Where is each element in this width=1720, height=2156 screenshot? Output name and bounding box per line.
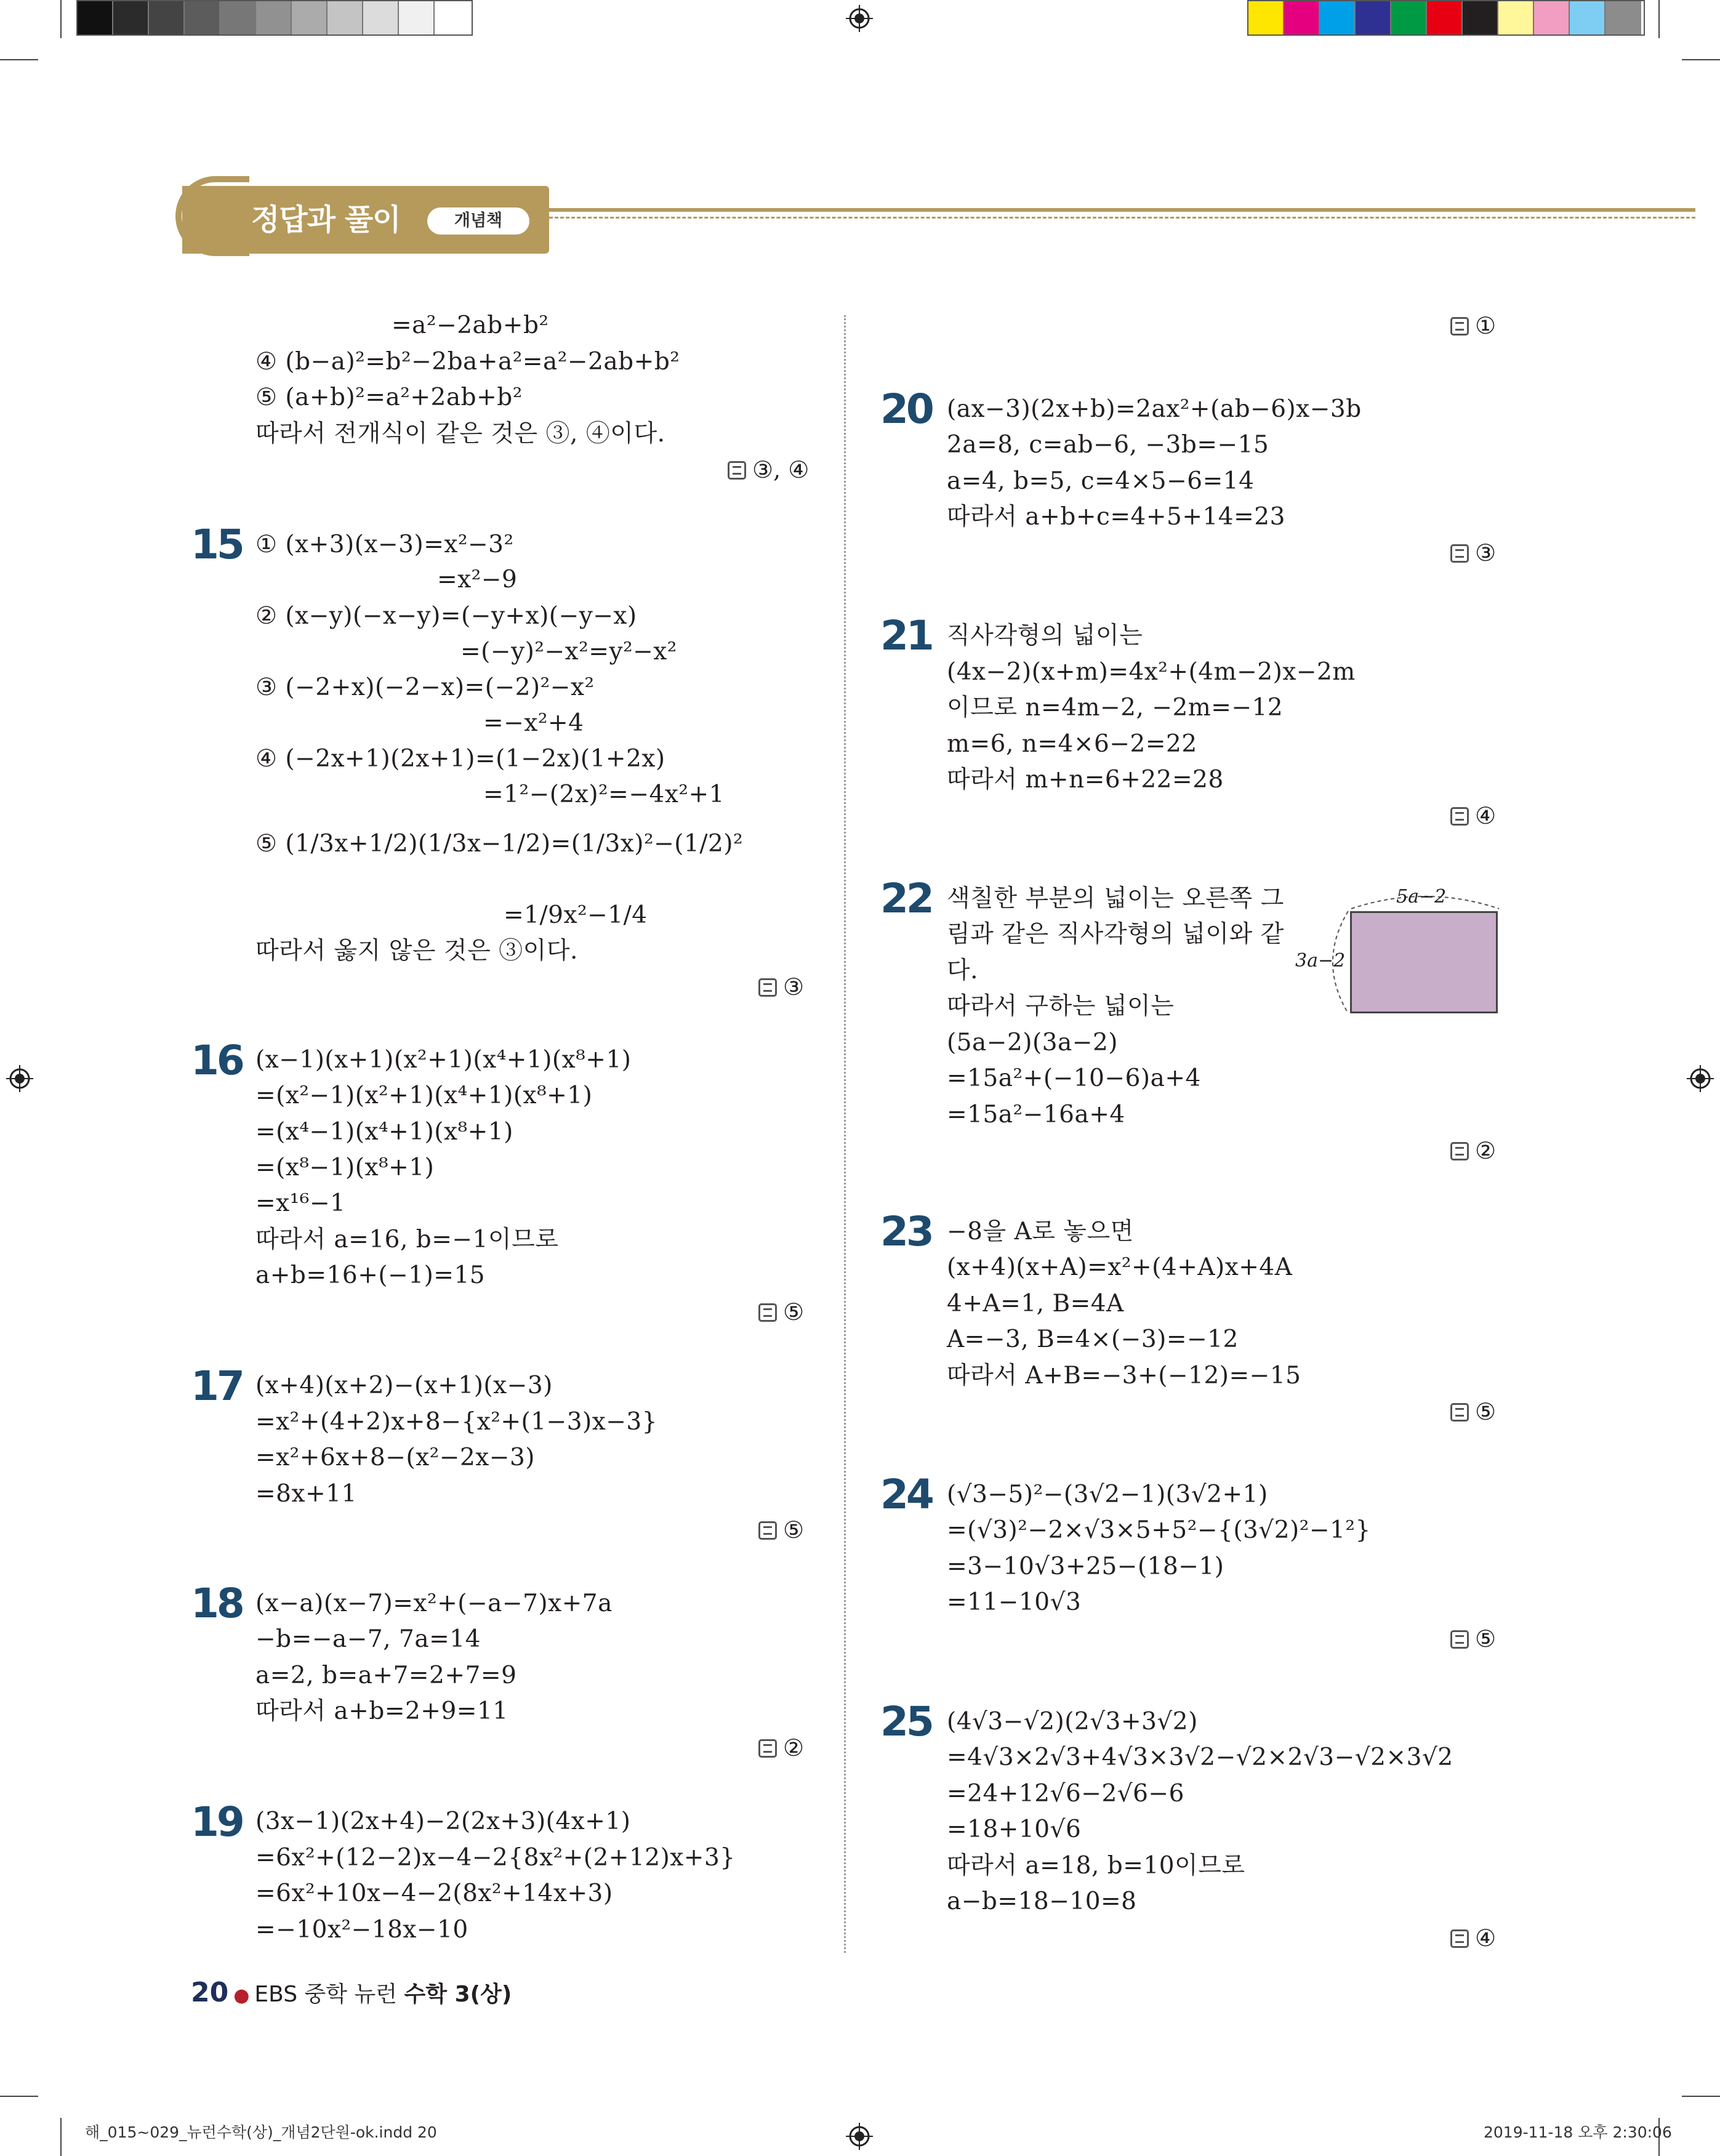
problem-number: 15 — [191, 521, 243, 568]
answer — [728, 454, 809, 485]
problem-number: 24 — [880, 1471, 932, 1518]
slug-timestamp: 2019-11-18 오후 2:30:06 — [1484, 2123, 1672, 2141]
solution-line: 직사각형의 넓이는 — [947, 622, 1143, 650]
solution-line: m=6, n=4×6−2=22 — [947, 730, 1197, 758]
crop-mark — [0, 59, 38, 60]
answer-value: ② — [783, 1734, 805, 1761]
solution-line: (x−a)(x−7)=x²+(−a−7)x+7a — [255, 1590, 613, 1617]
problem-number: 20 — [880, 385, 932, 433]
page-number: 20 — [191, 1977, 229, 2008]
solution-line: =3−10√3+25−(18−1) — [947, 1553, 1224, 1580]
footer-publisher: EBS 중학 뉴런 — [254, 1982, 398, 2007]
figure-height-label: 3a−2 — [1295, 950, 1346, 971]
solution-line: ③ (−2+x)(−2−x)=(−2)²−x² — [255, 674, 595, 701]
solution-line: =(√3)²−2×√3×5+5²−{(3√2)²−1²} — [947, 1516, 1371, 1544]
solution-line: 2a=8, c=ab−6, −3b=−15 — [947, 431, 1269, 459]
crop-mark — [60, 2118, 62, 2156]
solution-line: =1/9x²−1/4 — [504, 901, 648, 929]
solution-line: 따라서 a+b+c=4+5+14=23 — [947, 503, 1285, 531]
page-footer — [191, 1977, 512, 2011]
solution-line: a+b=16+(−1)=15 — [255, 1261, 486, 1289]
header-chip: 개념책 — [427, 207, 529, 235]
solution-line: =11−10√3 — [947, 1588, 1082, 1616]
answer-value: ⑤ — [1475, 1625, 1497, 1652]
solution-line: (√3−5)²−(3√2−1)(3√2+1) — [947, 1481, 1268, 1508]
solution-line: 다. — [947, 957, 979, 984]
answer — [1450, 1135, 1496, 1166]
solution-line: =(−y)²−x²=y²−x² — [460, 638, 677, 666]
solution-line: ⑤ (a+b)²=a²+2ab+b² — [255, 384, 523, 411]
problem-number: 22 — [880, 875, 932, 922]
crop-mark — [1682, 59, 1720, 60]
solution-line: (3x−1)(2x+4)−2(2x+3)(4x+1) — [255, 1808, 631, 1835]
crop-mark — [1682, 2096, 1720, 2097]
solution-line: =8x+11 — [255, 1480, 357, 1508]
solution-line: 따라서 옳지 않은 것은 ③이다. — [255, 937, 578, 965]
solution-line: =−10x²−18x−10 — [255, 1916, 468, 1944]
solution-line: 4+A=1, B=4A — [947, 1290, 1124, 1317]
solution-line: 따라서 전개식이 같은 것은 ③, ④이다. — [255, 420, 665, 448]
solution-line: =a²−2ab+b² — [392, 312, 549, 339]
problem-number: 18 — [191, 1580, 243, 1627]
answer — [1450, 1396, 1496, 1427]
answer-value: ③ — [1475, 539, 1497, 566]
column-divider — [844, 315, 846, 1953]
solution-line: 따라서 a=18, b=10이므로 — [947, 1852, 1245, 1880]
solution-line: =15a²−16a+4 — [947, 1101, 1125, 1128]
crop-mark — [1658, 0, 1660, 38]
solution-line: =1²−(2x)²=−4x²+1 — [483, 781, 725, 808]
registration-mark-icon — [846, 5, 873, 32]
grayscale-bar — [76, 0, 473, 36]
solution-line: 림과 같은 직사각형의 넓이와 같 — [947, 920, 1284, 948]
solution-line: =(x⁸−1)(x⁸+1) — [255, 1154, 435, 1181]
registration-mark-icon — [6, 1065, 33, 1092]
answer-value: ④ — [1475, 1925, 1497, 1952]
answer-value: ⑤ — [783, 1298, 805, 1325]
solution-line: =15a²+(−10−6)a+4 — [947, 1064, 1201, 1092]
solution-line: (x+4)(x+A)=x²+(4+A)x+4A — [947, 1253, 1293, 1281]
solution-line: 따라서 a+b=2+9=11 — [255, 1697, 508, 1725]
answer-value: ⑤ — [1475, 1398, 1497, 1425]
answer — [1450, 537, 1496, 568]
solution-line: ② (x−y)(−x−y)=(−y+x)(−y−x) — [255, 602, 637, 630]
problem-number: 23 — [880, 1208, 932, 1255]
answer-value: ② — [1475, 1137, 1497, 1164]
solution-line: (x+4)(x+2)−(x+1)(x−3) — [255, 1372, 553, 1399]
answer — [1450, 1623, 1496, 1654]
solution-line: (x−1)(x+1)(x²+1)(x⁴+1)(x⁸+1) — [255, 1046, 632, 1074]
footer-subject: 수학 3(상) — [404, 1982, 512, 2007]
answer — [758, 1297, 804, 1327]
solution-line: ④ (−2x+1)(2x+1)=(1−2x)(1+2x) — [255, 745, 665, 773]
answer-icon — [758, 1521, 777, 1540]
color-bar — [1247, 0, 1645, 36]
answer-value: ③ — [783, 973, 805, 1000]
problem-number: 21 — [880, 612, 932, 659]
solution-line: 이므로 n=4m−2, −2m=−12 — [947, 694, 1284, 722]
solution-line: −8을 A로 놓으면 — [947, 1218, 1134, 1245]
answer-icon — [1450, 807, 1469, 826]
solution-line: =(x²−1)(x²+1)(x⁴+1)(x⁸+1) — [255, 1082, 593, 1109]
solution-line: 따라서 a=16, b=−1이므로 — [255, 1226, 559, 1253]
bullet-icon: ● — [233, 1985, 250, 2006]
answer-icon — [1450, 1403, 1469, 1422]
header-title: 정답과 풀이 — [251, 203, 401, 237]
problem-number: 19 — [191, 1798, 243, 1846]
answer-icon — [1450, 544, 1469, 563]
answer — [1450, 1923, 1496, 1953]
crop-mark — [0, 2096, 38, 2097]
solution-line: =−x²+4 — [483, 709, 584, 737]
answer-value: ⑤ — [783, 1516, 805, 1543]
solution-line: =x¹⁶−1 — [255, 1189, 346, 1217]
solution-line: (5a−2)(3a−2) — [947, 1029, 1118, 1056]
problem-number: 25 — [880, 1698, 932, 1745]
solution-line: ④ (b−a)²=b²−2ba+a²=a²−2ab+b² — [255, 348, 680, 376]
answer-icon — [758, 1303, 777, 1322]
header-rule — [549, 208, 1695, 212]
answer-icon — [758, 1739, 777, 1758]
registration-mark-icon — [1687, 1065, 1714, 1092]
crop-mark — [60, 0, 62, 38]
answer-icon — [1450, 1929, 1469, 1948]
answer — [758, 1732, 804, 1763]
header-dashed-rule — [549, 217, 1695, 219]
solution-line: (ax−3)(2x+b)=2ax²+(ab−6)x−3b — [947, 395, 1362, 423]
answer — [1450, 310, 1496, 341]
answer-value: ③, ④ — [752, 456, 810, 483]
solution-line: =x²−9 — [437, 566, 518, 593]
solution-line: 따라서 구하는 넓이는 — [947, 992, 1175, 1020]
solution-line: =x²+(4+2)x+8−{x²+(1−3)x−3} — [255, 1408, 658, 1436]
answer — [758, 971, 804, 1002]
solution-line: 따라서 A+B=−3+(−12)=−15 — [947, 1362, 1301, 1390]
answer-icon — [1450, 1630, 1469, 1649]
solution-line: −b=−a−7, 7a=14 — [255, 1625, 481, 1653]
answer-value: ④ — [1475, 802, 1497, 829]
solution-line: =4√3×2√3+4√3×3√2−√2×2√3−√2×3√2 — [947, 1744, 1453, 1771]
solution-line: =24+12√6−2√6−6 — [947, 1780, 1184, 1808]
solution-line: =6x²+10x−4−2(8x²+14x+3) — [255, 1880, 613, 1907]
solution-line: (4x−2)(x+m)=4x²+(4m−2)x−2m — [947, 658, 1356, 686]
answer-icon — [728, 461, 746, 480]
solution-line: 색칠한 부분의 넓이는 오른쪽 그 — [947, 885, 1284, 912]
problem-number: 17 — [191, 1362, 243, 1410]
solution-line: ① (x+3)(x−3)=x²−3² — [255, 531, 514, 558]
answer — [758, 1514, 804, 1545]
answer — [1450, 800, 1496, 831]
problem-number: 16 — [191, 1037, 243, 1084]
solution-line: =(x⁴−1)(x⁴+1)(x⁸+1) — [255, 1118, 513, 1146]
solution-line: a−b=18−10=8 — [947, 1888, 1137, 1915]
solution-line: =6x²+(12−2)x−4−2{8x²+(2+12)x+3} — [255, 1844, 736, 1872]
answer-value: ① — [1475, 312, 1497, 339]
solution-line: ⑤ (1/3x+1/2)(1/3x−1/2)=(1/3x)²−(1/2)² — [255, 830, 744, 858]
solution-line: (4√3−√2)(2√3+3√2) — [947, 1708, 1198, 1736]
solution-line: a=4, b=5, c=4×5−6=14 — [947, 467, 1255, 495]
registration-mark-icon — [846, 2123, 873, 2150]
solution-line: =x²+6x+8−(x²−2x−3) — [255, 1444, 535, 1471]
solution-line: =18+10√6 — [947, 1816, 1082, 1843]
solution-line: A=−3, B=4×(−3)=−12 — [947, 1325, 1239, 1353]
slug-filename: 해_015~029_뉴런수학(상)_개념2단원-ok.indd 20 — [85, 2123, 437, 2141]
answer-icon — [1450, 1142, 1469, 1160]
answer-icon — [758, 978, 777, 997]
solution-line: a=2, b=a+7=2+7=9 — [255, 1662, 517, 1689]
shaded-rectangle — [1350, 911, 1498, 1013]
solution-line: 따라서 m+n=6+22=28 — [947, 766, 1224, 794]
figure-width-label: 5a−2 — [1396, 886, 1447, 907]
answer-icon — [1450, 317, 1469, 336]
